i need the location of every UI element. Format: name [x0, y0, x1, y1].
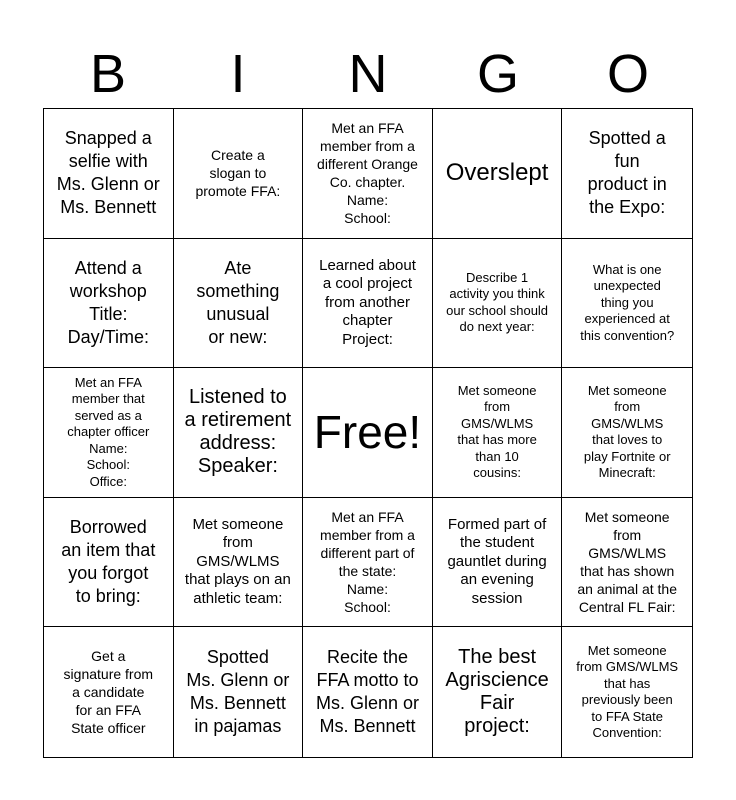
bingo-cell[interactable]: Describe 1 activity you think our school should do next year: [433, 239, 563, 369]
bingo-cell[interactable]: Attend a workshop Title: Day/Time: [44, 239, 174, 369]
header-letter-i: I [230, 44, 246, 104]
bingo-cell[interactable]: Met someone from GMS/WLMS that plays on an athletic team: [174, 498, 304, 628]
bingo-cell[interactable]: Overslept [433, 109, 563, 239]
header-letter-o: O [606, 44, 649, 104]
bingo-cell[interactable]: Listened to a retirement address: Speaker: [174, 368, 304, 498]
bingo-cell[interactable]: Met an FFA member from a different Orange Co. chapter. Name: School: [303, 109, 433, 239]
bingo-cell[interactable]: Spotted Ms. Glenn or Ms. Bennett in pajamas [174, 627, 304, 757]
bingo-cell[interactable]: Learned about a cool project from another chapter Project: [303, 239, 433, 369]
header-letter-n: N [348, 44, 388, 104]
bingo-cell[interactable]: Spotted a fun product in the Expo: [562, 109, 692, 239]
bingo-cell[interactable]: Get a signature from a candidate for an FFA State officer [44, 627, 174, 757]
bingo-cell[interactable]: Met someone from GMS/WLMS that has shown an animal at the Central FL Fair: [562, 498, 692, 628]
bingo-cell[interactable]: Met an FFA member that served as a chapter officer Name: School: Office: [44, 368, 174, 498]
bingo-cell[interactable]: Met someone from GMS/WLMS that loves to play Fortnite or Minecraft: [562, 368, 692, 498]
header-letter-b: B [89, 44, 127, 104]
bingo-cell[interactable]: Met someone from GMS/WLMS that has previously been to FFA State Convention: [576, 642, 679, 741]
bingo-grid [43, 108, 693, 758]
bingo-cell[interactable]: What is one unexpected thing you experienced at this convention? [562, 239, 692, 369]
bingo-cell[interactable]: Create a slogan to promote FFA: [174, 109, 304, 239]
free-space-cell[interactable]: Free! [303, 368, 433, 498]
bingo-cell[interactable]: Recite the FFA motto to Ms. Glenn or Ms. Bennett [303, 627, 433, 757]
bingo-cell[interactable]: The best Agriscience Fair project: [433, 627, 563, 757]
header-letter-g: G [476, 44, 519, 104]
bingo-cell[interactable]: Snapped a selfie with Ms. Glenn or Ms. Bennett [44, 109, 174, 239]
bingo-cell[interactable]: Ate something unusual or new: [174, 239, 304, 369]
bingo-cell[interactable]: Met an FFA member from a different part of the state: Name: School: [303, 498, 433, 628]
bingo-cell[interactable]: Met someone from GMS/WLMS that has more than 10 cousins: [433, 368, 563, 498]
bingo-cell[interactable]: Borrowed an item that you forgot to bring: [44, 498, 174, 628]
bingo-header [43, 40, 693, 108]
bingo-cell[interactable]: Formed part of the student gauntlet during an evening session [433, 498, 563, 628]
